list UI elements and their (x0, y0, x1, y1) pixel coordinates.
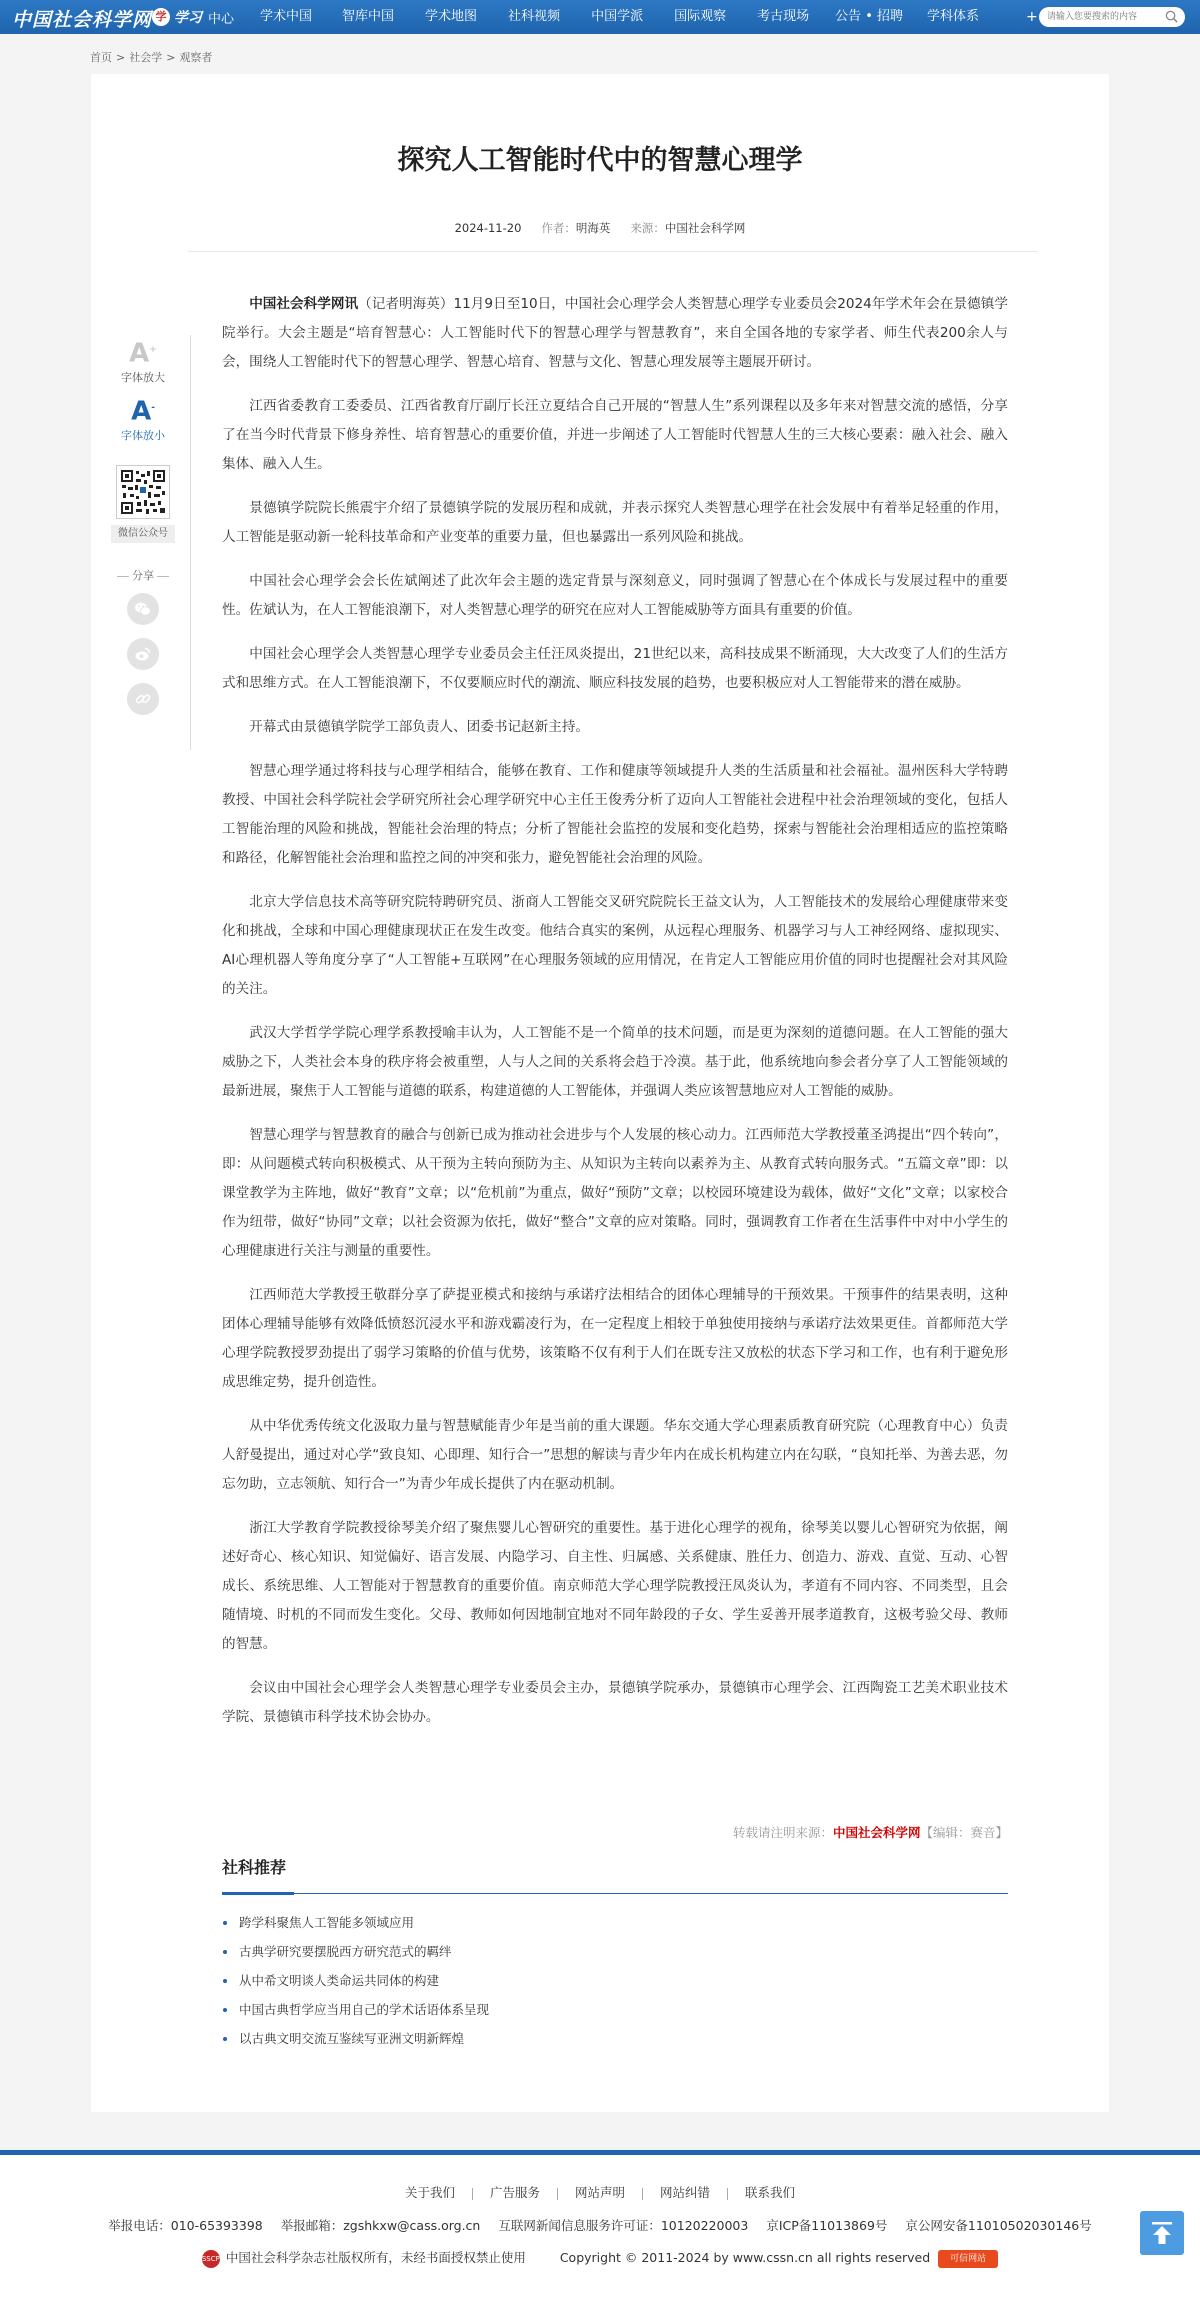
recommend-item[interactable]: 中国古典哲学应当用自己的学术话语体系呈现 (222, 1995, 1008, 2024)
back-to-top-button[interactable] (1140, 2211, 1184, 2255)
recommend-title: 社科推荐 (222, 1858, 287, 1877)
trusted-site-badge[interactable]: 可信网站 (938, 2250, 998, 2268)
nav-zhongguo-xuepai[interactable]: 中国学派 (591, 9, 644, 24)
font-bigger-label: 字体放大 (121, 370, 165, 384)
nav-xueshu-zhongguo[interactable]: 学术中国 (260, 9, 313, 24)
footer-police[interactable]: 京公网安备11010502030146号 (905, 2218, 1092, 2233)
qr-code-icon (120, 469, 166, 515)
footer-link-about[interactable]: 关于我们 (404, 2185, 455, 2200)
breadcrumb-observer[interactable]: 观察者 (179, 51, 213, 64)
breadcrumb-sociology[interactable]: 社会学 (129, 51, 163, 64)
nav-more-plus-icon[interactable]: + (1026, 9, 1038, 25)
footer-link-errata[interactable]: 网站纠错 (660, 2185, 711, 2200)
xuexi-logo-text: 学习 (174, 10, 202, 26)
arrow-up-icon (1148, 2219, 1176, 2247)
article-author: 明海英 (575, 221, 611, 235)
xuexi-logo-icon: 学 (152, 8, 170, 26)
lead-bold: 中国社会科学网讯 (249, 296, 359, 312)
article-paragraph: 中国社会心理学会会长佐斌阐述了此次年会主题的选定背景与深刻意义，同时强调了智慧心在个体成长与发展过程中的重要性。佐斌认为，在人工智能浪潮下，对人类智慧心理学的研究在应对人工智能威胁等方面具有重要的价值。 (222, 573, 1008, 618)
article-paragraph: 开幕式由景德镇学院学工部负责人、团委书记赵新主持。 (249, 719, 590, 735)
footer-info (0, 2216, 1200, 2234)
credit-source[interactable]: 中国社会科学网 (832, 1825, 921, 1840)
breadcrumb-home[interactable]: 首页 (90, 51, 112, 64)
nav-sheke-shipin[interactable]: 社科视频 (508, 9, 561, 24)
article-paragraph: 智慧心理学通过将科技与心理学相结合，能够在教育、工作和健康等领域提升人类的生活质量和社会福祉。温州医科大学特聘教授、中国社会科学院社会学研究所社会心理学研究中心主任王俊秀分析了迈向人工智能社会进程中社会治理领域的变化，包括人工智能治理的风险和挑战，智能社会治理的特点；分析了智能社会监控的发展和变化趋势，探索与智能社会治理相适应的监控策略和路径，化解智能社会治理和监控之间的冲突和张力，避免智能社会治理的风险。 (222, 763, 1008, 866)
footer-license: 互联网新闻信息服务许可证：10120220003 (498, 2218, 749, 2233)
share-wechat-button[interactable] (127, 593, 159, 625)
recommend-item[interactable]: 古典学研究要摆脱西方研究范式的羁绊 (222, 1937, 1008, 1966)
font-smaller-button[interactable] (108, 393, 178, 443)
article-paragraph (222, 290, 1008, 377)
footer-top-bar (0, 2150, 1200, 2155)
xuexi-center-label: 中心 (208, 11, 235, 27)
search-input[interactable] (1047, 10, 1157, 24)
article-paragraph: 会议由中国社会心理学会人类智慧心理学专业委员会主办，景德镇学院承办，景德镇市心理学会、江西陶瓷工艺美术职业技术学院、景德镇市科学技术协会协办。 (222, 1680, 1008, 1725)
nav-xueshu-ditu[interactable]: 学术地图 (425, 9, 478, 24)
article-paragraph: 北京大学信息技术高等研究院特聘研究员、浙商人工智能交叉研究院院长王益文认为，人工智能技术的发展给心理健康带来变化和挑战，全球和中国心理健康现状正在发生改变。他结合真实的案例，从远程心理服务、机器学习与人工神经网络、虚拟现实、AI心理机器人等角度分享了“人工智能+互联网”在心理服务领域的应用情况，在肯定人工智能应用价值的同时也提醒社会对其风险的关注。 (222, 894, 1008, 997)
recommend-item[interactable]: 跨学科聚焦人工智能多领域应用 (222, 1908, 1008, 1937)
footer-link-contact[interactable]: 联系我们 (745, 2185, 796, 2200)
footer-email: 举报邮箱：zgshkxw@cass.org.cn (280, 2218, 481, 2233)
article-paragraph: 智慧心理学与智慧教育的融合与创新已成为推动社会进步与个人发展的核心动力。江西师范大学教授董圣鸿提出“四个转向”，即：从问题模式转向积极模式、从干预为主转向预防为主、从知识为主转向以素养为主、从教育式转向服务式。“五篇文章”即：以课堂教学为主阵地，做好“教育”文章；以“危机前”为重点，做好“预防”文章；以校园环境建设为载体，做好“文化”文章；以家校合作为纽带，做好“协同”文章；以社会资源为依托，做好“整合”文章的应对策略。同时，强调教育工作者在生活事件中对中小学生的心理健康进行关注与测量的重要性。 (222, 1127, 1008, 1259)
recommend-divider (222, 1893, 1008, 1894)
footer-link-ads[interactable]: 广告服务 (489, 2185, 540, 2200)
share-label: 分享 (132, 569, 154, 582)
share-heading (108, 567, 178, 583)
recommend-list (222, 1908, 1008, 2053)
font-smaller-icon: A- (131, 396, 155, 427)
source-label: 来源： (630, 221, 665, 235)
article-paragraph: 武汉大学哲学学院心理学系教授喻丰认为，人工智能不是一个简单的技术问题，而是更为深刻的道德问题。在人工智能的强大威胁之下，人类社会本身的秩序将会被重塑，人与人之间的关系将会趋于冷漠。基于此，他系统地向参会者分享了人工智能领域的最新进展，聚焦于人工智能与道德的联系，构建道德的人工智能体，并强调人类应该智慧地应对人工智能的威胁。 (222, 1025, 1008, 1099)
nav-xueke-tixi[interactable]: 学科体系 (927, 9, 980, 24)
footer (0, 2150, 1200, 2300)
author-label: 作者： (541, 221, 576, 235)
footer-icp[interactable]: 京ICP备11013869号 (766, 2218, 888, 2233)
search-icon[interactable] (1165, 10, 1178, 23)
footer-link-statement[interactable]: 网站声明 (574, 2185, 625, 2200)
share-link-button[interactable] (127, 683, 159, 715)
font-smaller-label: 字体放小 (121, 428, 165, 442)
nav-gonggao-zhaopin[interactable]: 公告 • 招聘 (835, 9, 904, 24)
share-weibo-button[interactable] (127, 638, 159, 670)
recommend-item[interactable]: 从中希文明谈人类命运共同体的构建 (222, 1966, 1008, 1995)
sscp-logo-icon: SSCP (202, 2250, 220, 2268)
breadcrumb (90, 49, 212, 65)
recommend-item[interactable]: 以古典文明交流互鉴续写亚洲文明新辉煌 (222, 2024, 1008, 2053)
meta-divider (188, 251, 1038, 252)
footer-copyright (0, 2248, 1200, 2268)
top-nav-bar (0, 0, 1200, 34)
sidebar-divider (190, 335, 191, 750)
article-paragraph: 江西师范大学教授王敬群分享了萨提亚模式和接纳与承诺疗法相结合的团体心理辅导的干预效果。干预事件的结果表明，这种团体心理辅导能够有效降低愤怒沉浸水平和游戏霸凌行为，在一定程度上相较于单独使用接纳与承诺疗法效果更佳。首都师范大学心理学院教授罗劲提出了弱学习策略的价值与优势，该策略不仅有利于人们在既专注又放松的状态下学习和工作，也有利于避免形成思维定势，提升创造性。 (222, 1287, 1008, 1390)
article-source: 中国社会科学网 (664, 221, 746, 235)
article-date: 2024-11-20 (454, 221, 522, 235)
weibo-icon (134, 645, 152, 663)
nav-guoji-guancha[interactable]: 国际观察 (674, 9, 727, 24)
wechat-qr-code (116, 465, 170, 519)
article-title: 探究人工智能时代中的智慧心理学 (397, 145, 803, 176)
font-bigger-icon: A+ (129, 338, 157, 369)
wechat-label: 微信公众号 (111, 525, 175, 543)
footer-links (0, 2183, 1200, 2201)
article-paragraph: 景德镇学院院长熊震宇介绍了景德镇学院的发展历程和成就，并表示探究人类智慧心理学在社会发展中有着举足轻重的作用，人工智能是驱动新一轮科技革命和产业变革的重要力量，但也暴露出一系列风险和挑战。 (222, 500, 1008, 545)
nav-zhiku-zhongguo[interactable]: 智库中国 (342, 9, 395, 24)
search-box (1039, 7, 1185, 27)
xuexi-center-link[interactable] (152, 7, 234, 27)
wechat-icon (134, 600, 152, 618)
site-logo[interactable]: 中国社会科学网 (12, 9, 153, 31)
nav-kaogu-xianchang[interactable]: 考古现场 (757, 9, 810, 24)
font-bigger-button[interactable] (108, 335, 178, 385)
article-meta (91, 220, 1109, 236)
article-paragraph: 江西省委教育工委委员、江西省教育厅副厅长汪立夏结合自己开展的“智慧人生”系列课程以及多年来对智慧交流的感悟，分享了在当今时代背景下修身养性、培育智慧心的重要价值，并进一步阐述了人工智能时代智慧人生的三大核心要素：融入社会、融入集体、融入人生。 (222, 398, 1008, 472)
article-paragraph: 浙江大学教育学院教授徐琴美介绍了聚焦婴儿心智研究的重要性。基于进化心理学的视角，徐琴美以婴儿心智研究为依据，阐述好奇心、核心知识、知觉偏好、语言发展、内隐学习、自主性、归属感、关系健康、胜任力、创造力、游戏、直觉、互动、心智成长、系统思维、人工智能对于智慧教育的重要价值。南京师范大学心理学院教授汪凤炎认为，孝道有不同内容、不同类型，且会随情境、时机的不同而发生变化。父母、教师如何因地制宜地对不同年龄段的子女、学生妥善开展孝道教育，这极考验父母、教师的智慧。 (222, 1520, 1008, 1652)
article-paragraph: 从中华优秀传统文化汲取力量与智慧赋能青少年是当前的重大课题。华东交通大学心理素质教育研究院（心理教育中心）负责人舒曼提出，通过对心学“致良知、心即理、知行合一”思想的解读与青少年内在成长机构建立内在勾联，“良知托举、为善去恶，勿忘勿助，立志领航、知行合一”为青少年成长提供了内在驱动机制。 (222, 1418, 1008, 1492)
repost-credit (222, 1823, 1008, 1841)
footer-copyright-text: Copyright © 2011-2024 by www.cssn.cn all rights reserved (559, 2250, 931, 2265)
link-icon (134, 690, 152, 708)
breadcrumb-separator: > (166, 51, 176, 64)
lead-text: （记者明海英）11月9日至10日，中国社会心理学会人类智慧心理学专业委员会2024年学术年会在景德镇学院举行。大会主题是“培育智慧心：人工智能时代下的智慧心理学与智慧教育”，来自全国各地的专家学者、师生代表200余人与会，围绕人工智能时代下的智慧心理学、智慧心培育、智慧与文化、智慧心理发展等主题展开研讨。 (222, 296, 1009, 370)
main-nav (246, 0, 979, 34)
breadcrumb-separator: > (116, 51, 126, 64)
article-body (222, 290, 1008, 1747)
footer-owner: 中国社会科学杂志社版权所有，未经书面授权禁止使用 (225, 2250, 526, 2265)
credit-prefix: 转载请注明来源： (732, 1825, 833, 1840)
article-paragraph: 中国社会心理学会人类智慧心理学专业委员会主任汪凤炎提出，21世纪以来，高科技成果不断涌现，大大改变了人们的生活方式和思维方式。在人工智能浪潮下，不仅要顺应时代的潮流、顺应科技发展的趋势，也要积极应对人工智能带来的潜在威胁。 (222, 646, 1008, 691)
footer-phone: 举报电话：010-65393398 (108, 2218, 263, 2233)
credit-editor: 【编辑：赛音】 (920, 1825, 1008, 1840)
